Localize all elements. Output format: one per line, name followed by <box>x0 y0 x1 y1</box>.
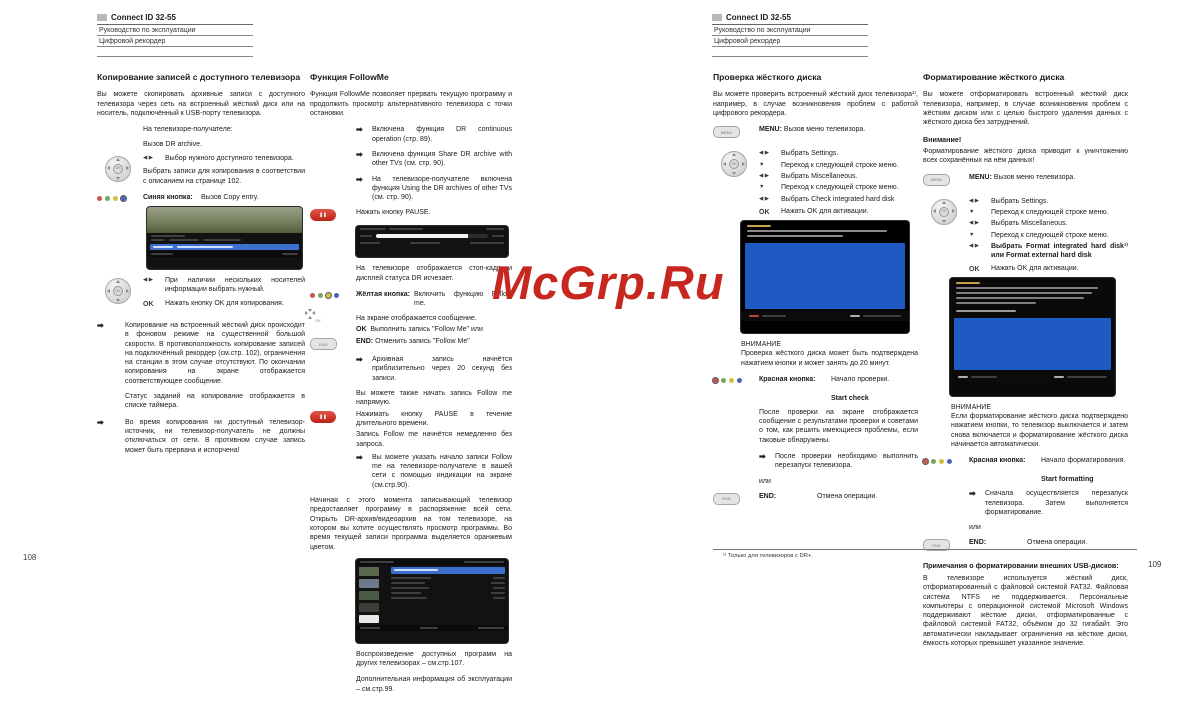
header-subtitle-2: Цифровой рекордер <box>712 36 868 47</box>
dpad-icon <box>105 278 131 304</box>
page-header-right <box>712 13 868 57</box>
header-subtitle-1: Руководство по эксплуатации <box>712 25 868 36</box>
remote-row <box>713 492 918 505</box>
footnote: ¹⁾ Только для телевизоров с DR+. <box>713 549 1137 559</box>
instruction: На экране отображается сообщение. <box>356 314 477 322</box>
brand-title: Connect ID 32-55 <box>726 13 791 22</box>
step-text: Нажать OK для активации. <box>781 207 869 215</box>
menu-command: Start check <box>831 394 869 402</box>
paragraph: Воспроизведение доступных программ на других телевизорах – см.стр.107. <box>356 650 512 668</box>
column-copy-records <box>97 72 305 461</box>
end-key-icon: END <box>310 337 356 350</box>
step-text: Переход к следующей строке меню. <box>781 184 899 192</box>
warning-text: Форматирование жёсткого диска приводит к уничтожению всех сохранённых на нём данных! <box>923 148 1128 165</box>
watermark: McGrp.Ru <box>492 256 725 309</box>
attention-text: Проверка жёсткого диска может быть подтверждена нажатием кнопки и может занять до 20 минут. <box>741 350 918 367</box>
menu-key-icon: MENU <box>923 173 969 186</box>
color-keys-icon <box>97 193 143 202</box>
ok-key-label: OK <box>969 265 980 273</box>
instruction: Начало проверки. Start check <box>831 375 890 402</box>
instruction: MENU: Вызов меню телевизора. <box>759 126 866 134</box>
note-bullet <box>356 175 512 203</box>
arrow-bullet-icon: ➡ <box>969 489 976 499</box>
key-label: Красная кнопка: <box>759 375 816 383</box>
ok-key-label: OK <box>356 325 367 333</box>
menu-command: Start formatting <box>1041 475 1094 483</box>
remote-row <box>310 337 512 350</box>
section-heading: Копирование записей с доступного телевизора <box>97 72 301 82</box>
step-text: Выбрать Check integrated hard disk <box>781 195 895 203</box>
instruction: Вызов Copy entry. <box>201 193 259 201</box>
dpad-icon <box>105 156 131 182</box>
step-text: Выбрать Settings. <box>991 197 1049 205</box>
key-label: Синяя кнопка: <box>143 193 193 201</box>
paragraph: Вы можете отформатировать встроенный жёсткий диск телевизора, например, в случае возникновения проблем с жёстким диском или с целью быстрого удаления данных с жёсткого диска без затруднений. <box>923 91 1128 127</box>
selected-row <box>391 567 505 574</box>
usb-notes-title: Примечания о форматировании внешних USB-дисков: <box>923 561 1119 571</box>
left-right-arrows-icon: ◀ ▶ <box>969 242 979 249</box>
paragraph: Функция FollowMe позволяет прервать текущую программу и продолжить просмотр альтернативного телевизора с точки остановки. <box>310 91 512 118</box>
attention-text: Если форматирование жёсткого диска подтверждено нажатием кнопки, то телевизор выключается и затем снова включается и форматирование жёсткого диска начинается автоматически. <box>951 413 1128 449</box>
loewe-logo-icon <box>712 14 722 21</box>
dpad-step-group <box>97 154 305 171</box>
down-arrow-icon: ▼ <box>969 231 975 238</box>
instruction: Вызов DR archive. <box>143 140 202 148</box>
remote-row <box>97 125 305 134</box>
step-text: Переход к следующей строке меню. <box>991 231 1109 239</box>
paragraph: Начиная с этого момента записывающий телевизор предоставляет программу в распоряжение всей сети. Открыть DR-архив/видеоархив на том телевизоре, на котором вы хотите осуществлять просмотр программы. Во время текущей записи программа выделяется оранжевым цветом. <box>310 497 512 551</box>
note-text: Во время копирования ни доступный телевизор-источник, ни телевизор-получатель не должны отключаться от сети. В противном случае запись может быть прервана и испорчена! <box>125 418 305 454</box>
paragraph: Статус заданий на копирование отображается в списке таймера. <box>125 393 305 410</box>
step-text: Выбрать Miscellaneous. <box>991 220 1068 228</box>
status-strip <box>147 251 302 257</box>
dpad-step-group <box>97 276 305 309</box>
arrow-bullet-icon: ➡ <box>356 149 363 159</box>
page-header-left <box>97 13 253 57</box>
brand-row <box>712 13 868 25</box>
tv-screenshot-check-disk <box>741 221 909 333</box>
instruction: MENU: Вызов меню телевизора. <box>969 173 1076 181</box>
ok-key-label: OK <box>143 300 154 308</box>
tv-screenshot-format-disk <box>950 278 1115 396</box>
paragraph: Вы можете проверить встроенный жёсткий диск телевизора¹⁾, например, в случае возникновения проблем с работой цифрового рекордера. <box>713 91 918 118</box>
loewe-logo-icon <box>97 14 107 21</box>
paragraph: Вы можете скопировать архивные записи с доступного телевизора через сеть на встроенный жёсткий диск или на носитель, подключённый к USB-порту телевизора. <box>97 91 305 118</box>
color-key-row <box>310 290 512 309</box>
end-key-icon: END <box>923 538 969 551</box>
step-text: Выбрать Settings. <box>781 150 839 158</box>
note-text: Архивная запись начнётся приблизительно через 20 секунд без записи. <box>372 356 512 382</box>
instruction: На телевизоре-получателе: <box>143 126 233 134</box>
brand-title: Connect ID 32-55 <box>111 13 176 22</box>
menu-key-icon: MENU <box>713 125 759 138</box>
key-label: Жёлтая кнопка: <box>356 290 410 298</box>
section-heading: Форматирование жёсткого диска <box>923 72 1065 82</box>
ok-key-label: OK <box>759 208 770 216</box>
tv-screenshot-dr-archive <box>356 559 508 643</box>
note-bullet <box>759 452 918 471</box>
paragraph: Вы можете также начать запись Follow me напрямую. <box>356 390 512 407</box>
or-text: или <box>759 477 771 485</box>
arrow-bullet-icon: ➡ <box>356 174 363 184</box>
note-text: Включена функция DR continuous operation (стр. 89). <box>372 126 512 143</box>
warning-title: Внимание! <box>923 134 962 144</box>
instruction: Отмена операции. <box>1027 539 1088 547</box>
pause-key-icon: ❚❚ <box>310 410 356 429</box>
dpad-step-group <box>923 197 1128 274</box>
left-right-arrows-icon: ◀ ▶ <box>759 172 769 179</box>
dpad-icon: OK <box>931 199 957 225</box>
column-check-disk <box>713 72 918 510</box>
instruction: Нажимать кнопку PAUSE в течение длительного времени. <box>356 410 512 427</box>
step-text: Нажать OK для активации. <box>991 264 1079 272</box>
instruction: Нажать кнопку PAUSE. <box>356 209 431 217</box>
tv-picture <box>147 207 302 233</box>
note-bullet <box>97 418 305 455</box>
left-right-arrows-icon: ◀ ▶ <box>759 150 769 157</box>
note-text: Вы можете указать начало записи Follow me на телевизоре-получателе в вашей сети с помощью индикации на экране (см.стр.90). <box>372 453 512 489</box>
column-followme <box>310 72 512 701</box>
left-right-arrows-icon: ◀ ▶ <box>759 195 769 202</box>
pause-key-icon: ❚❚ <box>310 208 356 221</box>
left-right-arrows-icon: ◀ ▶ <box>143 154 153 161</box>
record-key-icon <box>97 125 143 134</box>
note-text: Копирование на встроенный жёсткий диск происходит в фоновом режиме на существенной большой скорости. В противоположность копирование записей на подключённый рекордер (см.стр. 102), ограничения на станции в этом случае отсутствуют. По окончании копирования на экране отображается соответствующее сообщение. <box>125 321 305 385</box>
key-label: Красная кнопка: <box>969 457 1026 465</box>
step-text: Переход к следующей строке меню. <box>781 161 899 169</box>
column-format-disk <box>923 72 1128 655</box>
step-row <box>143 299 305 309</box>
header-rule <box>97 47 253 57</box>
dpad-step-group <box>713 149 918 217</box>
ok-center: OK <box>113 164 123 174</box>
arrow-bullet-icon: ➡ <box>97 320 104 330</box>
note-text: Включена функция Share DR archive with other TVs (см. стр. 90). <box>372 150 512 168</box>
paragraph: На телевизоре отображается стоп-кадр и дисплей статуса DR исчезает. <box>356 265 512 282</box>
progress-fill <box>376 234 468 238</box>
remote-row <box>923 173 1128 186</box>
step-text: Выбрать Miscellaneous. <box>781 172 858 180</box>
remote-row <box>713 125 918 138</box>
note-bullet <box>356 125 512 144</box>
brand-row <box>97 13 253 25</box>
note-text: На телевизоре-получателе включена функция Using the DR archives of other TVs (см. стр. 90). <box>372 175 512 202</box>
color-key-row <box>97 193 305 202</box>
paragraph: После проверки на экране отображается сообщение с результатами проверки и советами о том, как решить имеющиеся проблемы, если таковые обнаружены. <box>759 408 918 444</box>
usb-notes-text: В телевизоре используется жёсткий диск, отформатированный с файловой системой FAT32. Файловая система NTFS не поддерживается. Персональные компьютеры с операционной системой Microsoft Windows поддерживают жёсткие диски, отформатированные с файловой системой FAT32, объёмом до 32 гигабайт. Это автоматически накладывает ограничения на жёсткие диски, ёмкость которых превышает указанное значение. <box>923 575 1128 648</box>
step-text: Выбрать Format integrated hard disk¹⁾ или Format external hard disk <box>991 242 1128 260</box>
tv-screenshot-dr-status <box>356 226 508 257</box>
page-number-right: 109 <box>1148 560 1162 569</box>
section-heading: Функция FollowMe <box>310 72 389 82</box>
down-arrow-icon: ▼ <box>759 184 765 191</box>
note-bullet <box>969 489 1128 517</box>
section-heading: Проверка жёсткого диска <box>713 72 822 82</box>
note-bullet <box>356 150 512 169</box>
arrow-bullet-icon: ➡ <box>759 452 766 462</box>
step-text: Переход к следующей строке меню. <box>991 209 1109 217</box>
step-text: Выбор нужного доступного телевизора. <box>165 154 294 162</box>
selected-row <box>150 244 299 250</box>
step-text: Нажать кнопку OK для копирования. <box>165 299 284 307</box>
color-key-row <box>713 375 918 403</box>
note-text: После проверки необходимо выполнить перезапуск телевизора. <box>775 453 918 470</box>
arrow-bullet-icon: ➡ <box>356 355 363 365</box>
end-key-label: END: <box>969 539 987 547</box>
arrow-bullet-icon: ➡ <box>97 417 104 427</box>
instruction: Отмена операции. <box>817 492 878 500</box>
step-row <box>143 276 305 295</box>
or-text: или <box>969 524 981 532</box>
note-bullet <box>97 321 305 386</box>
end-key-label: END: <box>759 492 777 500</box>
header-subtitle-2: Цифровой рекордер <box>97 36 253 47</box>
step-text: При наличии нескольких носителей информации выбрать нужный. <box>165 277 305 294</box>
page-number-left: 108 <box>23 553 37 562</box>
instruction: Начало форматирования. Start formatting <box>1041 457 1126 483</box>
paragraph: Дополнительная информация об эксплуатации – см.стр.99. <box>356 676 512 693</box>
note-bullet <box>356 453 512 490</box>
note-bullet <box>356 355 512 383</box>
left-right-arrows-icon: ◀ ▶ <box>969 220 979 227</box>
arrow-bullet-icon: ➡ <box>356 125 363 135</box>
progress-track <box>376 234 488 238</box>
paragraph: Запись Follow me начнётся немедленно без запроса. <box>356 431 512 448</box>
attention-title: ВНИМАНИЕ <box>951 403 992 411</box>
header-rule <box>712 47 868 57</box>
color-keys-icon <box>713 375 759 403</box>
instruction: END: Отменить запись "Follow Me" <box>356 338 470 346</box>
color-keys-icon <box>923 456 969 484</box>
instruction: OK Выполнить запись "Follow Me" или <box>356 325 483 333</box>
end-key-icon: END <box>713 492 759 505</box>
color-key-row <box>923 456 1128 484</box>
instruction: Выбрать записи для копирования в соответствии с описанием на странице 102. <box>143 168 305 185</box>
remote-row <box>310 410 512 429</box>
down-arrow-icon: ▼ <box>759 161 765 168</box>
attention-title: ВНИМАНИЕ <box>741 341 782 349</box>
down-arrow-icon: ▼ <box>969 209 975 216</box>
tv-screenshot-copy-entry <box>147 207 302 269</box>
left-right-arrows-icon: ◀ ▶ <box>143 277 153 284</box>
ok-center: OK <box>113 286 123 296</box>
dpad-icon: OK <box>721 151 747 177</box>
arrow-bullet-icon: ➡ <box>356 452 363 462</box>
left-right-arrows-icon: ◀ ▶ <box>969 197 979 204</box>
step-row <box>143 154 305 163</box>
color-keys-icon <box>310 290 356 309</box>
instruction: Включить функцию Follow me. <box>414 290 512 308</box>
remote-row <box>310 208 512 221</box>
remote-row <box>310 314 512 323</box>
header-subtitle-1: Руководство по эксплуатации <box>97 25 253 36</box>
dpad-icon: OK <box>310 314 356 323</box>
note-text: Сначала осуществляется перезапуск телевизора. Затем выполняется форматирование. <box>985 490 1128 516</box>
